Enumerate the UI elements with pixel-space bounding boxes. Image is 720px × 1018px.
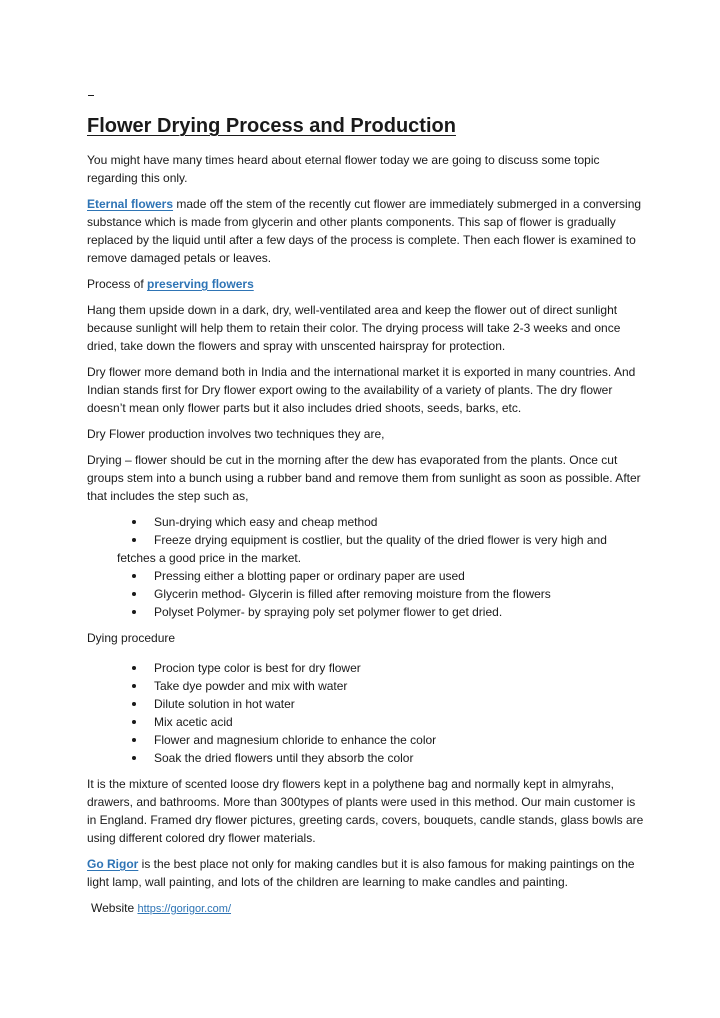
list-item: Flower and magnesium chloride to enhance the color <box>117 731 647 749</box>
list-item: Soak the dried flowers until they absorb the color <box>117 749 647 767</box>
process-paragraph <box>87 275 647 293</box>
page-title: Flower Drying Process and Production <box>87 115 456 137</box>
list-item: Glycerin method- Glycerin is filled after removing moisture from the flowers <box>117 585 647 603</box>
gorigor-paragraph <box>87 855 647 891</box>
website-label: Website <box>91 901 138 915</box>
list-item: Take dye powder and mix with water <box>117 677 647 695</box>
intro-paragraph: You might have many times heard about eternal flower today we are going to discuss some topic regarding this only. <box>87 153 600 185</box>
eternal-paragraph <box>87 195 647 267</box>
website-line <box>87 899 647 918</box>
eternal-flowers-link[interactable]: Eternal flowers <box>87 197 174 211</box>
mixture-paragraph: It is the mixture of scented loose dry flowers kept in a polythene bag and normally kept in almyrahs, drawers, and bathrooms. More than 300types of plants were used in this method. Our main customer is in England. Framed dry flower pictures, greeting cards, covers, bouquets, candle stands, glass bowls are using different colored dry flower materials. <box>87 777 644 845</box>
list-item: Sun-drying which easy and cheap method <box>117 513 647 531</box>
gorigor-text: is the best place not only for making candles but it is also famous for making paintings on the light lamp, wall painting, and lots of the children are learning to make candles and painting. <box>87 857 635 889</box>
dying-heading: Dying procedure <box>87 631 176 645</box>
document-page <box>87 95 647 926</box>
process-prefix: Process of <box>87 277 148 291</box>
list-item: Procion type color is best for dry flower <box>117 659 647 677</box>
preserving-flowers-link[interactable]: preserving flowers <box>147 277 254 291</box>
demand-paragraph: Dry flower more demand both in India and the international market it is exported in many countries. And Indian stands first for Dry flower export owing to the availability of a variety of plants. The dry flower doesn’t mean only flower parts but it also includes dried shoots, seeds, barks, etc. <box>87 365 636 415</box>
techniques-paragraph: Dry Flower production involves two techniques they are, <box>87 427 385 441</box>
go-rigor-link[interactable]: Go Rigor <box>87 857 139 871</box>
dying-steps-list <box>87 659 647 767</box>
list-item: Mix acetic acid <box>117 713 647 731</box>
drying-paragraph: Drying – flower should be cut in the morning after the dew has evaporated from the plants. Once cut groups stem into a bunch using a rubber band and remove them from sunlight as soon as possible. After that includes the step such as, <box>87 453 641 503</box>
drying-steps-list <box>87 513 647 621</box>
list-item: Pressing either a blotting paper or ordinary paper are used <box>117 567 647 585</box>
list-item: Polyset Polymer- by spraying poly set polymer flower to get dried. <box>117 603 647 621</box>
top-dash <box>88 95 94 96</box>
eternal-text: made off the stem of the recently cut flower are immediately submerged in a conversing substance which is made from glycerin and other plants components. This sap of flower is gradually replaced by the liquid until after a few days of the process is complete. Then each flower is examined to remove damaged petals or leaves. <box>87 197 642 265</box>
website-link[interactable]: https://gorigor.com/ <box>137 903 232 915</box>
hang-paragraph: Hang them upside down in a dark, dry, well-ventilated area and keep the flower out of direct sunlight because sunlight will help them to retain their color. The drying process will take 2-3 weeks and once dried, take down the flowers and spray with unscented hairspray for protection. <box>87 303 621 353</box>
list-item: Freeze drying equipment is costlier, but the quality of the dried flower is very high and fetches a good price in the market. <box>117 531 647 567</box>
list-item: Dilute solution in hot water <box>117 695 647 713</box>
